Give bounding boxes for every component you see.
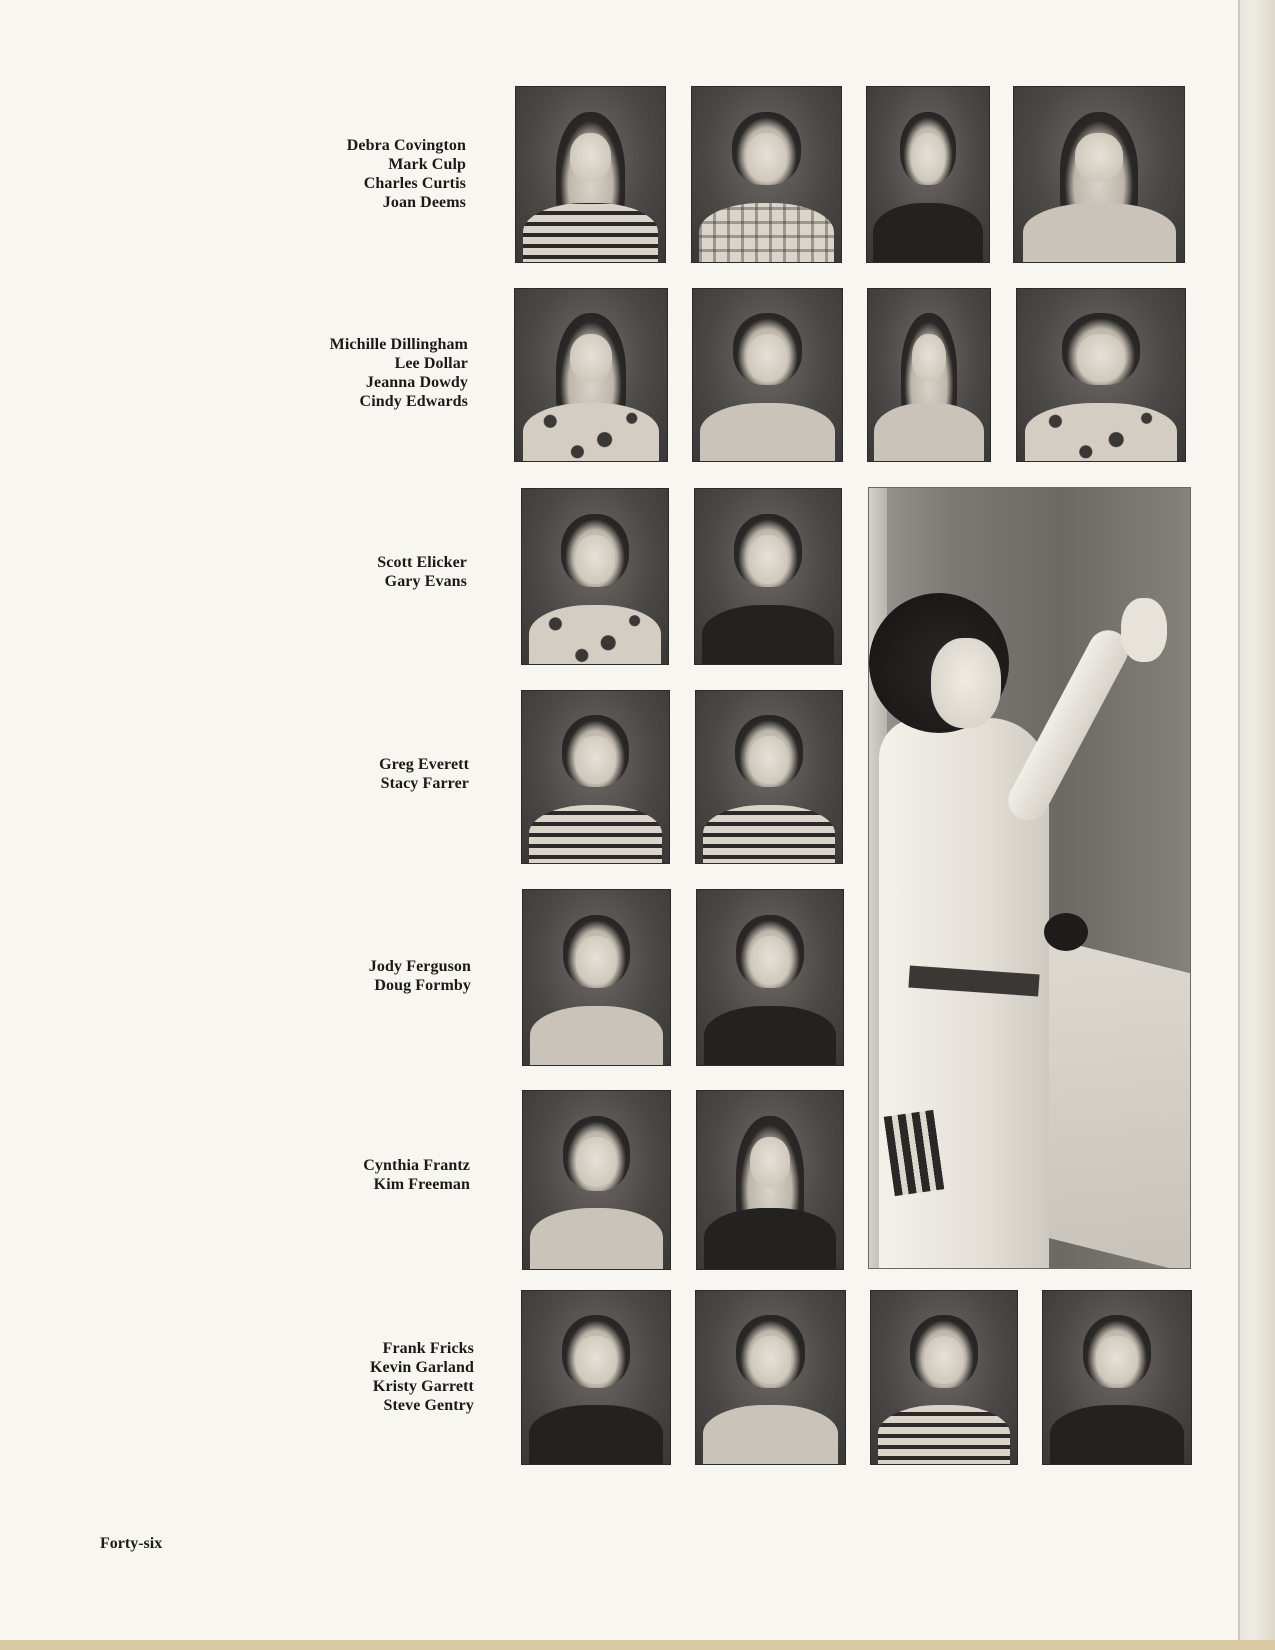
student-portrait <box>696 889 844 1066</box>
student-name: Cindy Edwards <box>359 393 468 410</box>
name-list-row-4 <box>379 755 469 793</box>
name-list-row-5 <box>369 957 471 995</box>
student-name: Greg Everett <box>379 756 469 773</box>
student-name: Jody Ferguson <box>368 958 471 975</box>
student-portrait <box>522 1090 671 1270</box>
student-name: Debra Covington <box>346 137 466 154</box>
student-name: Mark Culp <box>388 156 466 173</box>
student-portrait <box>695 690 843 864</box>
facing-page-edge <box>1240 0 1275 1650</box>
student-portrait <box>696 1090 844 1270</box>
student-name: Charles Curtis <box>363 175 466 192</box>
name-list-row-2 <box>330 335 468 411</box>
scan-border <box>0 1640 1275 1650</box>
name-list-row-1 <box>347 136 466 212</box>
student-portrait <box>521 690 670 864</box>
student-portrait <box>522 889 671 1066</box>
student-name: Cynthia Frantz <box>363 1157 470 1174</box>
student-portrait <box>1042 1290 1192 1465</box>
name-list-row-3 <box>377 553 467 591</box>
student-portrait <box>521 488 669 665</box>
student-name: Frank Fricks <box>382 1340 474 1357</box>
student-portrait <box>867 288 991 462</box>
student-portrait <box>1016 288 1186 462</box>
student-name: Joan Deems <box>382 194 466 211</box>
student-name: Stacy Farrer <box>380 775 469 792</box>
student-portrait <box>692 288 843 462</box>
student-name: Kristy Garrett <box>372 1378 474 1395</box>
student-portrait <box>866 86 990 263</box>
page-number: Forty-six <box>100 1535 163 1552</box>
student-portrait <box>694 488 842 665</box>
student-name: Scott Elicker <box>377 554 467 571</box>
student-portrait <box>870 1290 1018 1465</box>
student-portrait <box>1013 86 1185 263</box>
student-portrait <box>691 86 842 263</box>
student-name: Lee Dollar <box>394 355 468 372</box>
student-portrait <box>521 1290 671 1465</box>
name-list-row-7 <box>370 1339 474 1415</box>
student-name: Doug Formby <box>374 977 471 994</box>
student-portrait <box>515 86 666 263</box>
student-name: Gary Evans <box>384 573 467 590</box>
student-portrait <box>514 288 668 462</box>
student-name: Kim Freeman <box>373 1176 470 1193</box>
student-name: Jeanna Dowdy <box>365 374 468 391</box>
student-name: Michille Dillingham <box>329 336 468 353</box>
student-name: Kevin Garland <box>370 1359 474 1376</box>
candid-chalkboard-photo <box>868 487 1191 1269</box>
student-name: Steve Gentry <box>383 1397 474 1414</box>
student-portrait <box>695 1290 846 1465</box>
name-list-row-6 <box>363 1156 470 1194</box>
